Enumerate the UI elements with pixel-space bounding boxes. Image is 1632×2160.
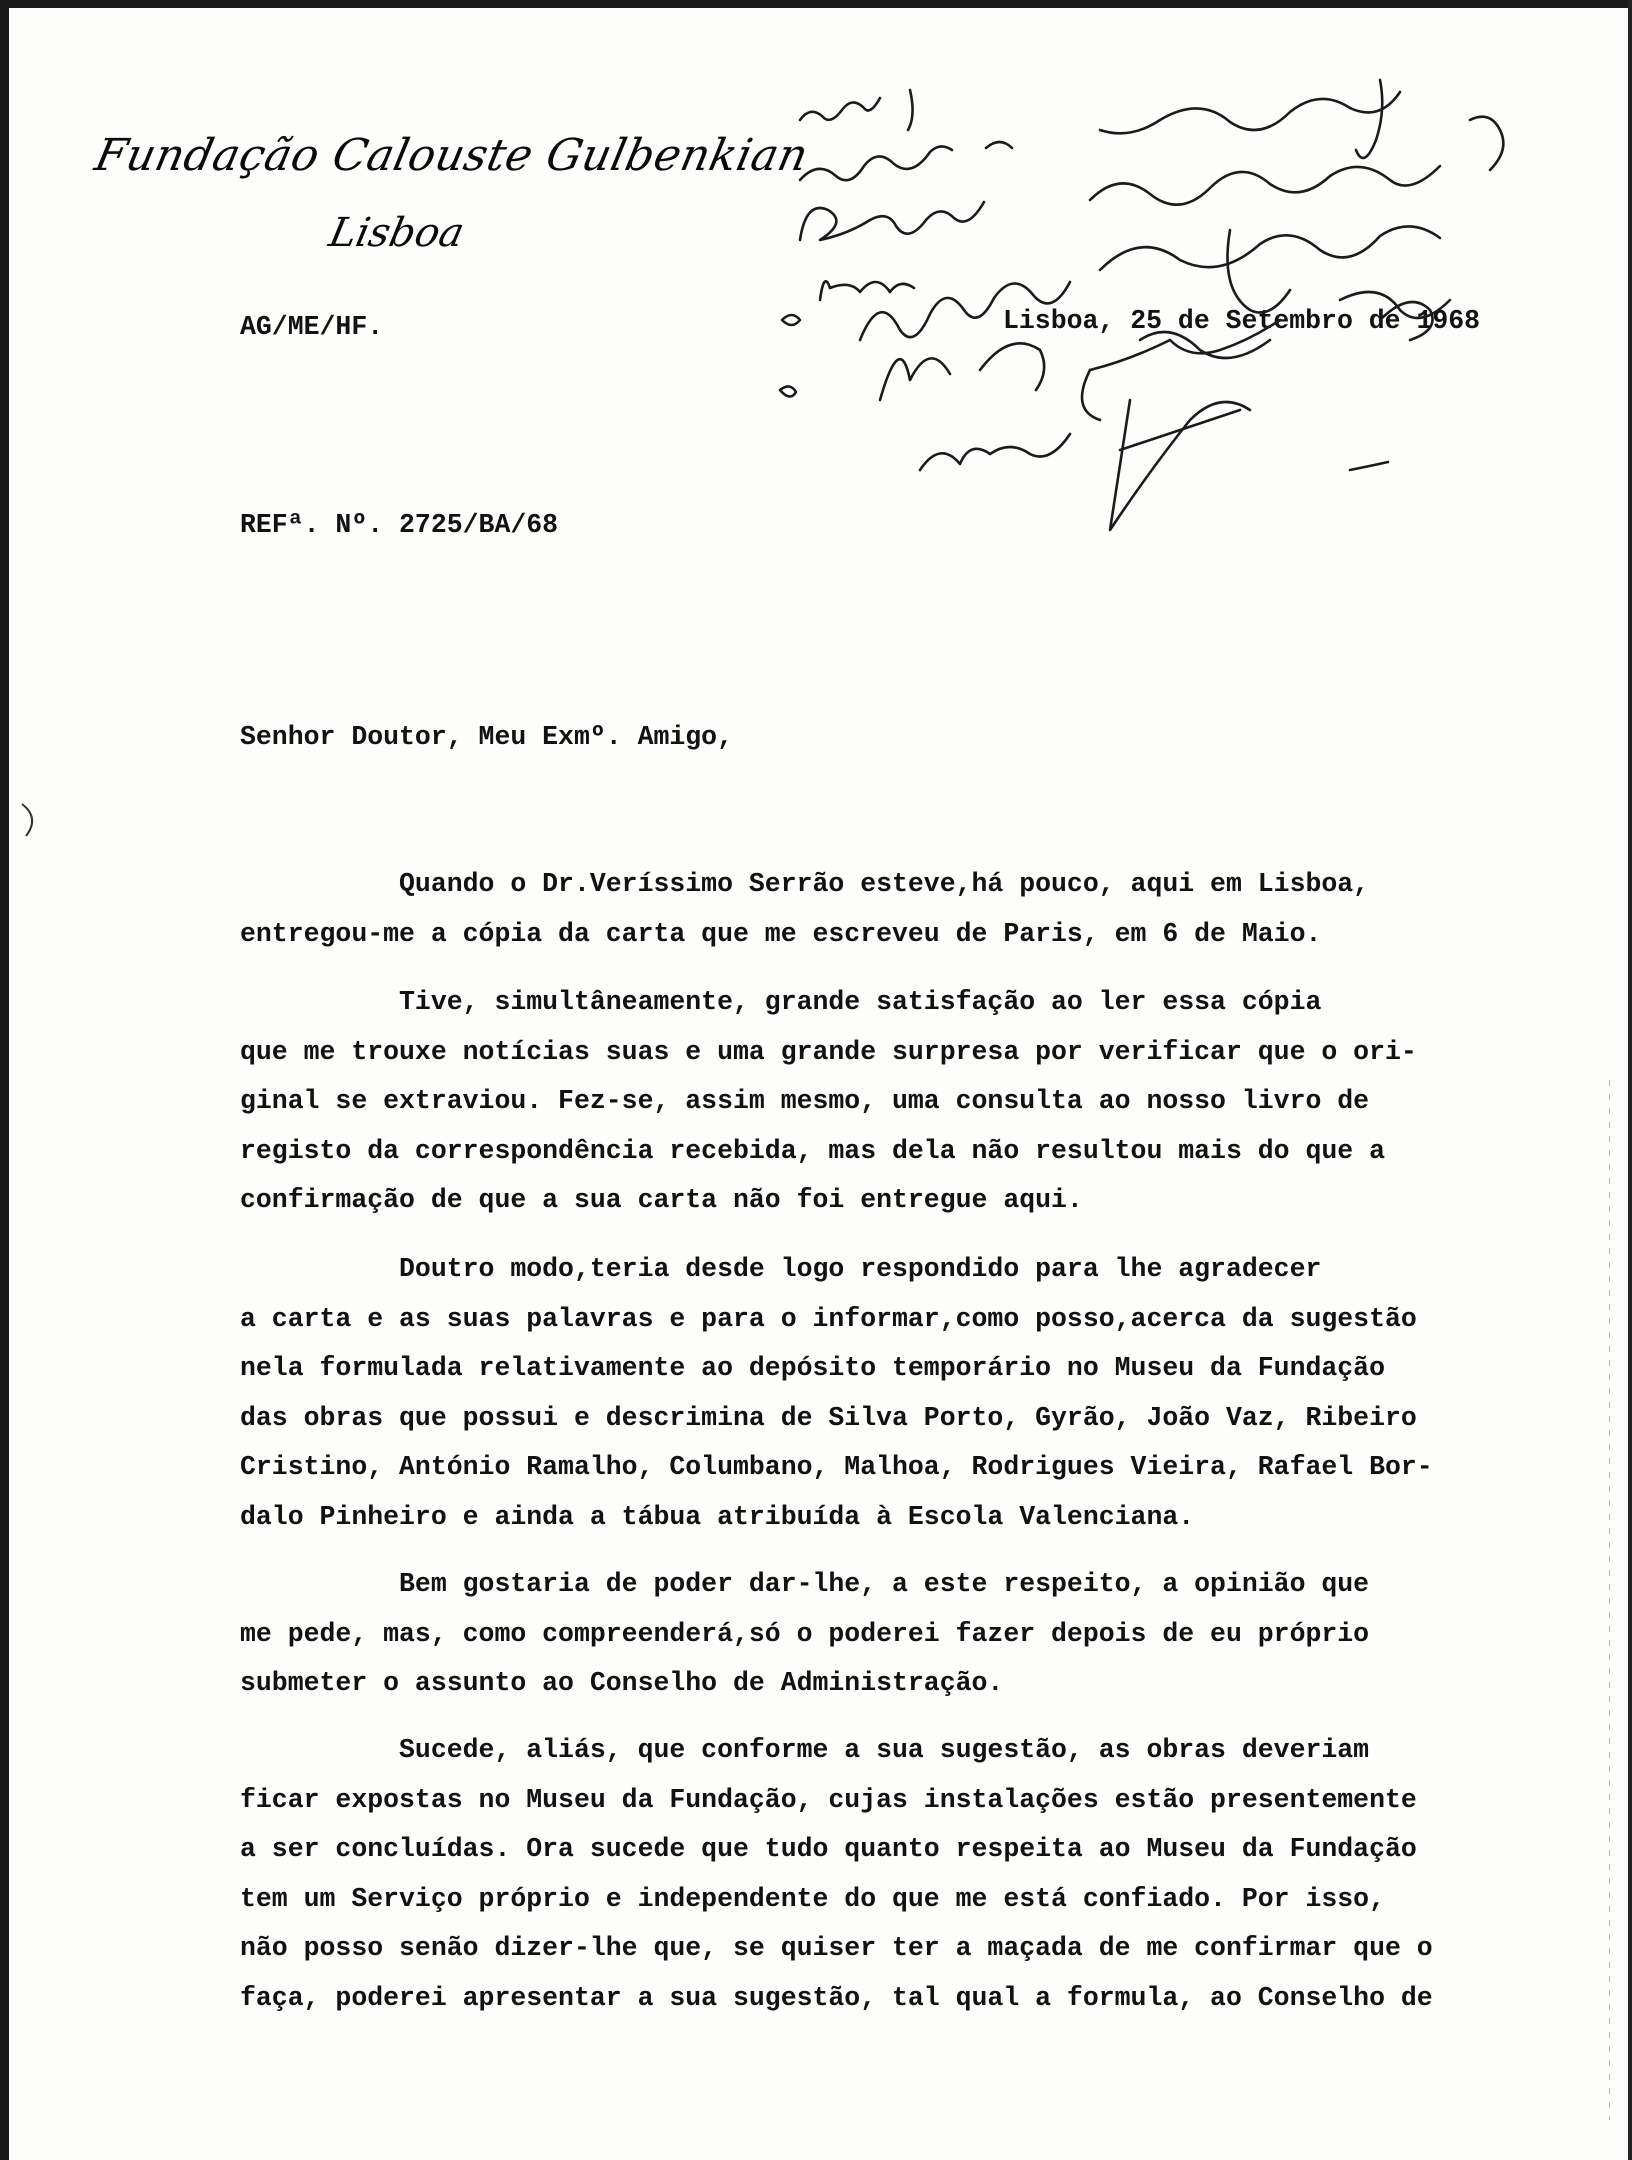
paragraph-line: faça, poderei apresentar a sua sugestão, tal qual a formula, ao Conselho de: [240, 1982, 1433, 2013]
letter-date: Lisboa, 25 de Setembro de 1968: [1003, 306, 1481, 336]
paragraph-line: Tive, simultâneamente, grande satisfação ao ler essa cópia: [240, 987, 1322, 1017]
scan-border-right: [1628, 0, 1632, 2160]
paragraph-line: Quando o Dr.Veríssimo Serrão esteve,há pouco, aqui em Lisboa,: [240, 869, 1370, 899]
scan-border-left: [0, 0, 9, 2160]
paragraph-2: [240, 978, 1417, 1226]
paragraph-line: não posso senão dizer-lhe que, se quiser ter a maçada de me confirmar que o: [240, 1933, 1433, 1963]
reference-number: REFª. Nº. 2725/BA/68: [240, 510, 559, 540]
scan-mark-icon: [18, 800, 48, 840]
paragraph-line: ginal se extraviou. Fez-se, assim mesmo, uma consulta ao nosso livro de: [240, 1086, 1370, 1116]
letterhead-city: Lisboa: [325, 210, 469, 256]
paragraph-line: submeter o assunto ao Conselho de Administração.: [240, 1668, 1004, 1698]
paragraph-line: Bem gostaria de poder dar-lhe, a este respeito, a opinião que: [240, 1569, 1370, 1599]
scan-border-top: [0, 0, 1632, 8]
salutation: Senhor Doutor, Meu Exmº. Amigo,: [240, 722, 733, 752]
paragraph-line: a carta e as suas palavras e para o informar,como posso,acerca da sugestão: [240, 1303, 1417, 1334]
scan-artifact-line: [1609, 1080, 1610, 2120]
paragraph-5: [240, 1726, 1433, 2023]
paragraph-line: que me trouxe notícias suas e uma grande surpresa por verificar que o ori-: [240, 1036, 1417, 1067]
paragraph-line: Cristino, António Ramalho, Columbano, Malhoa, Rodrigues Vieira, Rafael Bor-: [240, 1452, 1433, 1482]
paragraph-line: Doutro modo,teria desde logo respondido para lhe agradecer: [240, 1254, 1322, 1284]
paragraph-line: das obras que possui e descrimina de Silva Porto, Gyrão, João Vaz, Ribeiro: [240, 1402, 1417, 1433]
paragraph-line: nela formulada relativamente ao depósito temporário no Museu da Fundação: [240, 1353, 1385, 1383]
paragraph-line: dalo Pinheiro e ainda a tábua atribuída à Escola Valenciana.: [240, 1501, 1195, 1532]
paragraph-line: tem um Serviço próprio e independente do que me está confiado. Por isso,: [240, 1883, 1385, 1914]
paragraph-line: a ser concluídas. Ora sucede que tudo quanto respeita ao Museu da Fundação: [240, 1834, 1417, 1864]
paragraph-line: me pede, mas, como compreenderá,só o poderei fazer depois de eu próprio: [240, 1618, 1370, 1649]
letterhead-org-name: Fundação Calouste Gulbenkian: [90, 130, 813, 181]
paragraph-line: Sucede, aliás, que conforme a sua sugestão, as obras deveriam: [240, 1735, 1370, 1765]
paragraph-1: [240, 860, 1369, 959]
reference-code: AG/ME/HF.: [240, 312, 384, 342]
paragraph-line: confirmação de que a sua carta não foi entregue aqui.: [240, 1185, 1083, 1215]
paragraph-line: entregou-me a cópia da carta que me escreveu de Paris, em 6 de Maio.: [240, 918, 1322, 949]
paragraph-3: [240, 1245, 1433, 1542]
paragraph-line: ficar expostas no Museu da Fundação, cujas instalações estão presentemente: [240, 1784, 1417, 1815]
paragraph-line: registo da correspondência recebida, mas dela não resultou mais do que a: [240, 1135, 1385, 1166]
paragraph-4: [240, 1560, 1369, 1709]
handwritten-annotation: [760, 70, 1600, 540]
